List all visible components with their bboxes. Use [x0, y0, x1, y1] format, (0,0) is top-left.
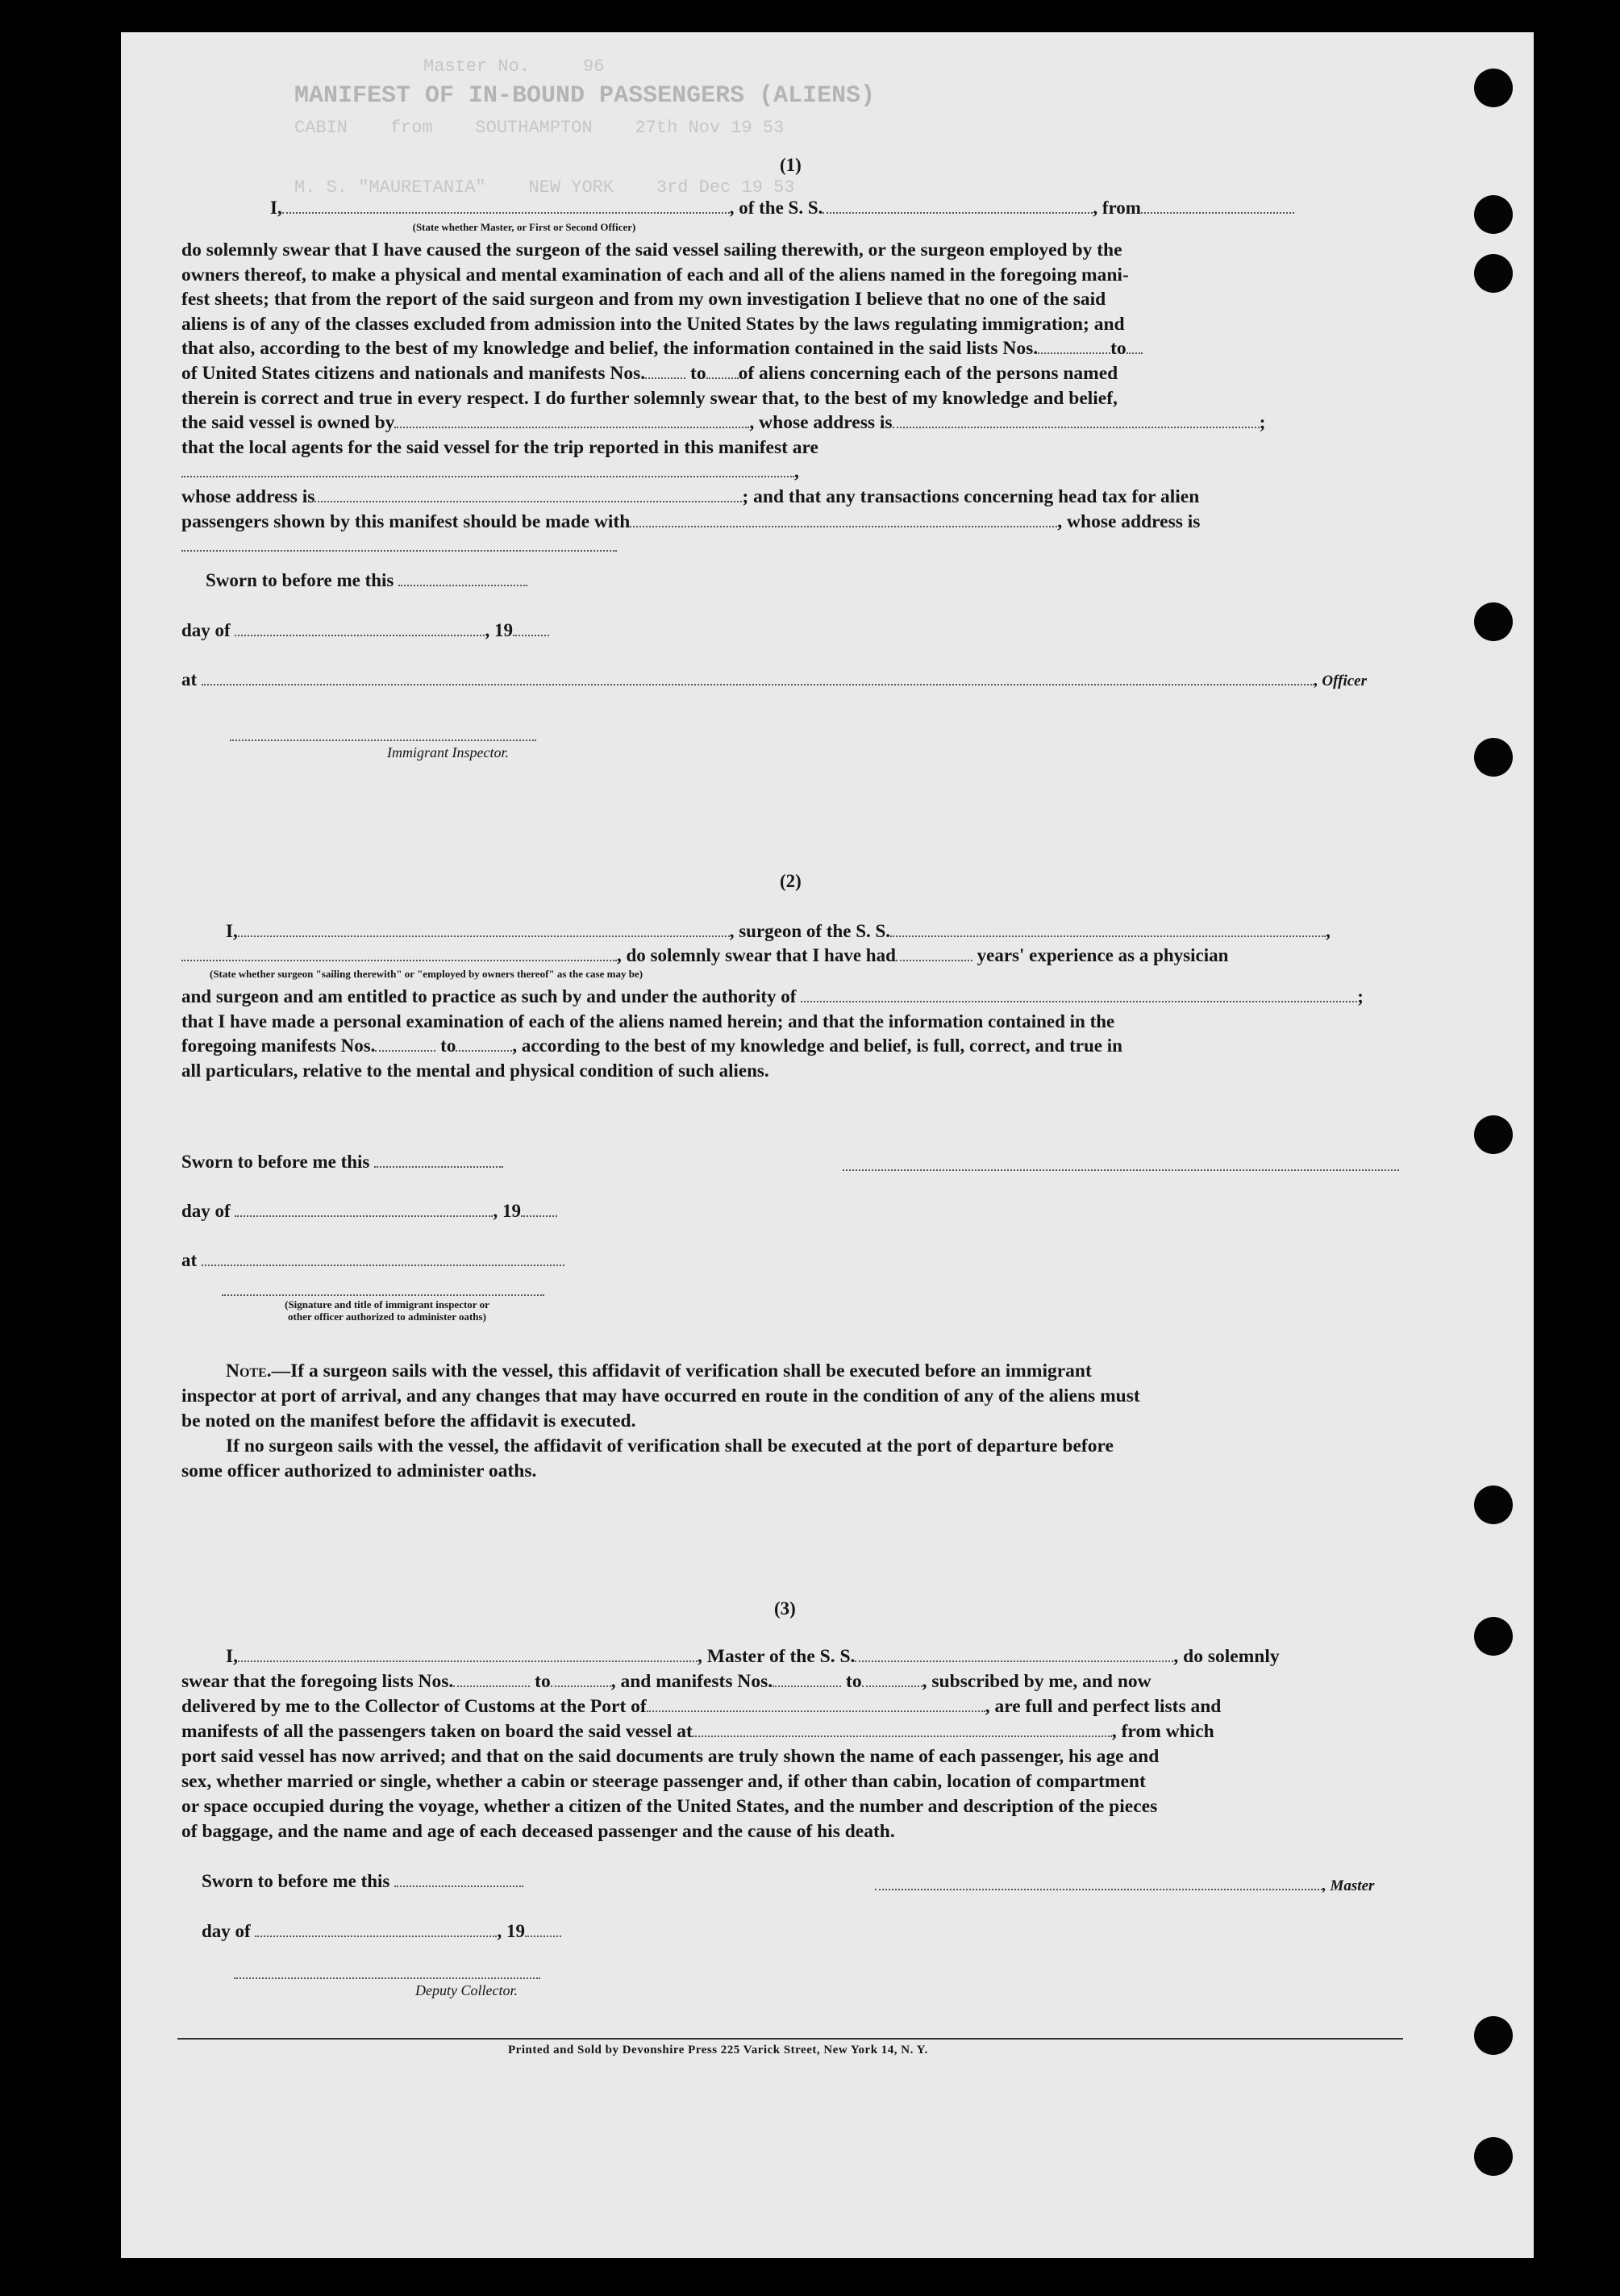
punch-hole — [1474, 69, 1513, 107]
sec1-inspector-line — [230, 738, 536, 741]
punch-hole — [1474, 1486, 1513, 1524]
punch-hole — [1474, 1617, 1513, 1656]
sec1-line-i: I, , of the S. S. , from — [270, 198, 1294, 219]
sec2-line6: all particulars, relative to the mental and physical condition of such aliens. — [181, 1060, 769, 1081]
manifest-page — [121, 32, 1534, 2258]
sec1-day-of: day of , 19 — [181, 620, 549, 641]
punch-hole — [1474, 195, 1513, 234]
punch-hole — [1474, 2137, 1513, 2176]
sec1-oath-text: do solemnly swear that I have caused the surgeon of the said vessel sailing therewith, or the surgeon employed by the owners thereof, to make a physical and mental examination of each and all of the aliens named in the foregoing mani- fest sheets; that from the report of the said surgeon and from my own investigation I believe that no one of the said aliens is of any of the classes excluded from admission into the United States by the laws regulating immigration; and that also, according to the best of my knowledge and belief, the information contained in the said lists Nos. to of United States citizens and nationals and manifests Nos. to of aliens concerning each of the persons named therein is correct and true in every respect. I do further solemnly swear that, to the best of my knowledge and belief, the said vessel is owned by , whose address is ; that the local agents for the said vessel for the trip reported in this manifest are, whose address is ; and that any transactions concerning head tax for alien passengers shown by this manifest should be made with , whose address is — [181, 238, 1405, 559]
ghost-vessel: M. S. "MAURETANIA" NEW YORK 3rd Dec 19 53 — [294, 177, 795, 198]
sec2-caption: (State whether surgeon "sailing therewith" or "employed by owners thereof" as the case may be) — [210, 968, 643, 980]
sec2-signature-line — [843, 1168, 1399, 1171]
punch-hole — [1474, 738, 1513, 777]
sec3-oath-text: I, , Master of the S. S. , do solemnly swear that the foregoing lists Nos. to , and manifests Nos. to , subscribed by me, and now delivered by me to the Collector of Customs at the Port of , are full and perfect lists and manifests of all the passengers taken on board the said vessel at , from which port said vessel has now arrived; and that on the said documents are truly shown the name of each passenger, his age and sex, whether married or single, whether a cabin or steerage passenger and, if other than cabin, location of compartment or space occupied during the voyage, whether a citizen of the United States, and the number and description of the pieces of baggage, and the name and age of each deceased passenger and the cause of his death. — [181, 1646, 1280, 1842]
sec2-line2: , do solemnly swear that I have had years' experience as a physician — [181, 945, 1228, 966]
sec2-at: at — [181, 1250, 564, 1271]
sec1-at: at , Officer — [181, 669, 1367, 690]
sec2-note: Note.—If a surgeon sails with the vessel, this affidavit of verification shall be executed before an immigrant inspector at port of arrival, and any changes that may have occurred en route in the condition of any of the aliens must be noted on the manifest before the affidavit is executed. If no surgeon sails with the vessel, the affidavit of verification shall be executed at the port of departure before some officer authorized to administer oaths. — [181, 1361, 1140, 1481]
sec3-sworn: Sworn to before me this — [202, 1871, 523, 1892]
ghost-route: CABIN from SOUTHAMPTON 27th Nov 19 53 — [294, 118, 785, 138]
ghost-master-no: Master No. 96 — [423, 56, 605, 77]
sec2-line4: that I have made a personal examination of each of the aliens named herein; and that the information contained in the — [181, 1011, 1115, 1031]
sec2-inspector-line — [222, 1293, 544, 1296]
ghost-manifest-title: MANIFEST OF IN-BOUND PASSENGERS (ALIENS) — [294, 82, 876, 110]
sec3-day-of: day of , 19 — [202, 1921, 561, 1942]
sec2-day-of: day of , 19 — [181, 1201, 557, 1222]
sec1-inspector-caption: Immigrant Inspector. — [387, 744, 509, 760]
printer-imprint: Printed and Sold by Devonshire Press 225 Varick Street, New York 14, N. Y. — [508, 2044, 928, 2056]
punch-hole — [1474, 254, 1513, 293]
punch-hole — [1474, 602, 1513, 641]
sec2-line5: foregoing manifests Nos. to , according to the best of my knowledge and belief, is full, correct, and true in — [181, 1035, 1122, 1056]
section-2-number: (2) — [780, 871, 802, 891]
sec2-line1: I, , surgeon of the S. S. , — [226, 921, 1331, 941]
sec2-sig-caption: (Signature and title of immigrant inspector or other officer authorized to administer oaths) — [285, 1298, 489, 1323]
footer-rule — [177, 2038, 1403, 2040]
section-3-number: (3) — [774, 1598, 796, 1619]
sec1-caption: (State whether Master, or First or Second Officer) — [412, 221, 636, 233]
punch-hole — [1474, 1115, 1513, 1154]
sec3-deputy-caption: Deputy Collector. — [415, 1982, 518, 1998]
sec2-sworn: Sworn to before me this — [181, 1152, 503, 1173]
sec1-sworn: Sworn to before me this — [206, 570, 527, 591]
section-1-number: (1) — [780, 155, 802, 175]
sec3-deputy-line — [234, 1976, 540, 1979]
punch-hole — [1474, 2016, 1513, 2055]
sec2-line3: and surgeon and am entitled to practice as such by and under the authority of ; — [181, 986, 1364, 1006]
sec3-master: , Master — [875, 1874, 1374, 1895]
